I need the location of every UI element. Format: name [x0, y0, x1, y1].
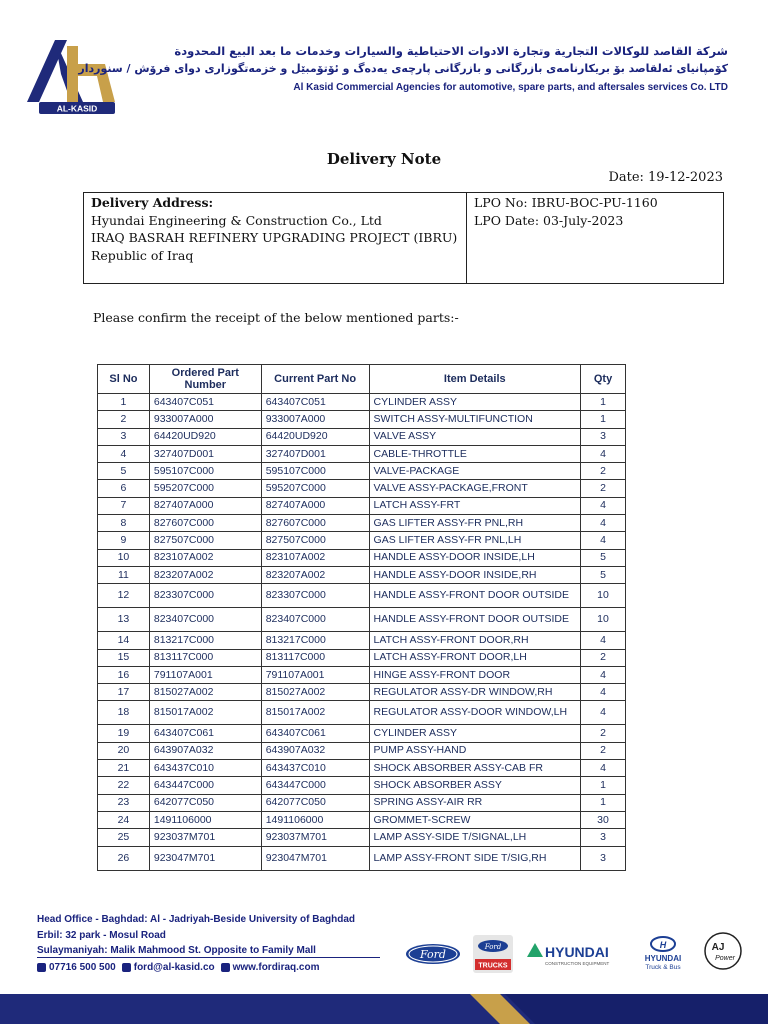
company-logo [25, 36, 123, 116]
globe-icon [221, 963, 230, 972]
cell-sl-no: 14 [98, 632, 150, 649]
cell-sl-no: 12 [98, 584, 150, 608]
cell-current-part-no: 595207C000 [261, 480, 369, 497]
cell-sl-no: 3 [98, 428, 150, 445]
cell-ordered-part-number: 823307C000 [149, 584, 261, 608]
cell-sl-no: 13 [98, 608, 150, 632]
cell-sl-no: 19 [98, 725, 150, 742]
company-name-arabic: شركة القاصد للوكالات التجارية وتجارة الادوات الاحتياطية والسيارات وخدمات ما بعد البيع المحدودة [174, 44, 728, 58]
cell-sl-no: 10 [98, 549, 150, 566]
cell-qty: 1 [581, 411, 626, 428]
lpo-details [467, 193, 723, 230]
table-row [98, 649, 626, 666]
cell-current-part-no: 823107A002 [261, 549, 369, 566]
cell-ordered-part-number: 823407C000 [149, 608, 261, 632]
cell-item-details: REGULATOR ASSY-DR WINDOW,RH [369, 684, 581, 701]
cell-current-part-no: 643447C000 [261, 777, 369, 794]
table-row [98, 725, 626, 742]
svg-text:H: H [659, 940, 667, 950]
cell-ordered-part-number: 815017A002 [149, 701, 261, 725]
footer-head-office: Head Office - Baghdad: Al - Jadriyah-Beside University of Baghdad [37, 914, 356, 925]
cell-item-details: VALVE ASSY-PACKAGE,FRONT [369, 480, 581, 497]
cell-current-part-no: 813217C000 [261, 632, 369, 649]
cell-sl-no: 20 [98, 742, 150, 759]
cell-item-details: SHOCK ABSORBER ASSY [369, 777, 581, 794]
cell-item-details: LAMP ASSY-FRONT SIDE T/SIG,RH [369, 846, 581, 870]
table-row [98, 760, 626, 777]
cell-ordered-part-number: 791107A001 [149, 666, 261, 683]
table-row [98, 515, 626, 532]
cell-sl-no: 16 [98, 666, 150, 683]
table-row [98, 394, 626, 411]
cell-item-details: HANDLE ASSY-DOOR INSIDE,RH [369, 566, 581, 583]
hyundai-truck-bus-logo [645, 937, 682, 971]
cell-qty: 2 [581, 480, 626, 497]
address-line-company: Hyundai Engineering & Construction Co., Ltd [91, 212, 382, 228]
footer-website-text: www.fordiraq.com [232, 962, 320, 973]
table-row [98, 777, 626, 794]
cell-current-part-no: 327407D001 [261, 445, 369, 462]
parts-table [97, 364, 626, 871]
cell-sl-no: 23 [98, 794, 150, 811]
cell-qty: 4 [581, 701, 626, 725]
cell-current-part-no: 823407C000 [261, 608, 369, 632]
cell-sl-no: 25 [98, 829, 150, 846]
svg-text:Ford: Ford [484, 943, 502, 951]
cell-qty: 4 [581, 532, 626, 549]
cell-current-part-no: 923047M701 [261, 846, 369, 870]
table-row [98, 480, 626, 497]
company-name-kurdish: كۆمپانیای ئەلقاصد بۆ بریکارنامەی بازرگانی و بازرگانی پارچەی یەدەگ و ئۆتۆمبێل و خزمەتگوزاری دوای فرۆش / سنوردار [78, 62, 728, 75]
svg-text:Ford: Ford [420, 948, 446, 961]
cell-item-details: SHOCK ABSORBER ASSY-CAB FR [369, 760, 581, 777]
table-row [98, 701, 626, 725]
cell-sl-no: 9 [98, 532, 150, 549]
cell-ordered-part-number: 643407C051 [149, 394, 261, 411]
logo-text: AL-KASID [56, 103, 98, 114]
table-row [98, 497, 626, 514]
cell-sl-no: 17 [98, 684, 150, 701]
header-sl-no: Sl No [98, 365, 150, 394]
cell-ordered-part-number: 642077C050 [149, 794, 261, 811]
header-qty: Qty [581, 365, 626, 394]
cell-item-details: PUMP ASSY-HAND [369, 742, 581, 759]
cell-item-details: HANDLE ASSY-FRONT DOOR OUTSIDE [369, 584, 581, 608]
cell-current-part-no: 64420UD920 [261, 428, 369, 445]
cell-current-part-no: 933007A000 [261, 411, 369, 428]
cell-current-part-no: 642077C050 [261, 794, 369, 811]
table-header-row [98, 365, 626, 394]
cell-qty: 2 [581, 463, 626, 480]
cell-ordered-part-number: 923047M701 [149, 846, 261, 870]
cell-ordered-part-number: 827607C000 [149, 515, 261, 532]
hyundai-ce-logo [527, 943, 610, 966]
cell-sl-no: 6 [98, 480, 150, 497]
cell-ordered-part-number: 827507C000 [149, 532, 261, 549]
svg-text:TRUCKS: TRUCKS [478, 962, 508, 970]
svg-text:CONSTRUCTION EQUIPMENT: CONSTRUCTION EQUIPMENT [545, 961, 610, 966]
company-name-english: Al Kasid Commercial Agencies for automotive, spare parts, and aftersales services Co. LTD [293, 82, 728, 93]
cell-current-part-no: 827607C000 [261, 515, 369, 532]
cell-sl-no: 5 [98, 463, 150, 480]
cell-item-details: GAS LIFTER ASSY-FR PNL,RH [369, 515, 581, 532]
address-box [83, 192, 724, 284]
cell-item-details: VALVE ASSY [369, 428, 581, 445]
aj-power-logo [705, 933, 741, 969]
footer-sulaymaniyah: Sulaymaniyah: Malik Mahmood St. Opposite to Family Mall [37, 945, 316, 956]
cell-current-part-no: 813117C000 [261, 649, 369, 666]
cell-qty: 3 [581, 846, 626, 870]
cell-sl-no: 11 [98, 566, 150, 583]
table-row [98, 666, 626, 683]
footer-divider [37, 957, 380, 958]
svg-text:Truck & Bus: Truck & Bus [645, 964, 681, 971]
cell-current-part-no: 643407C051 [261, 394, 369, 411]
svg-text:HYUNDAI: HYUNDAI [644, 954, 682, 963]
table-row [98, 411, 626, 428]
cell-sl-no: 4 [98, 445, 150, 462]
table-row [98, 684, 626, 701]
cell-qty: 3 [581, 428, 626, 445]
cell-qty: 1 [581, 777, 626, 794]
footer-color-band [0, 994, 768, 1024]
cell-ordered-part-number: 823107A002 [149, 549, 261, 566]
cell-current-part-no: 815027A002 [261, 684, 369, 701]
svg-text:HYUNDAI: HYUNDAI [545, 944, 609, 960]
cell-item-details: HANDLE ASSY-FRONT DOOR OUTSIDE [369, 608, 581, 632]
cell-item-details: LATCH ASSY-FRONT DOOR,RH [369, 632, 581, 649]
svg-text:AJ: AJ [711, 942, 725, 953]
cell-qty: 5 [581, 549, 626, 566]
cell-sl-no: 18 [98, 701, 150, 725]
header-item-details: Item Details [369, 365, 581, 394]
cell-ordered-part-number: 643407C061 [149, 725, 261, 742]
cell-item-details: SWITCH ASSY-MULTIFUNCTION [369, 411, 581, 428]
cell-item-details: VALVE-PACKAGE [369, 463, 581, 480]
address-line-project: IRAQ BASRAH REFINERY UPGRADING PROJECT (IBRU) [91, 230, 458, 245]
table-row [98, 742, 626, 759]
cell-current-part-no: 643437C010 [261, 760, 369, 777]
confirm-text: Please confirm the receipt of the below mentioned parts:- [93, 310, 459, 325]
cell-sl-no: 8 [98, 515, 150, 532]
cell-current-part-no: 923037M701 [261, 829, 369, 846]
table-row [98, 811, 626, 828]
table-row [98, 584, 626, 608]
cell-item-details: HANDLE ASSY-DOOR INSIDE,LH [369, 549, 581, 566]
table-row [98, 445, 626, 462]
phone-icon [37, 963, 46, 972]
lpo-date: LPO Date: 03-July-2023 [474, 212, 624, 228]
cell-qty: 4 [581, 515, 626, 532]
cell-sl-no: 24 [98, 811, 150, 828]
cell-ordered-part-number: 643437C010 [149, 760, 261, 777]
cell-qty: 4 [581, 760, 626, 777]
cell-qty: 4 [581, 632, 626, 649]
cell-sl-no: 7 [98, 497, 150, 514]
cell-current-part-no: 827507C000 [261, 532, 369, 549]
table-row [98, 566, 626, 583]
cell-qty: 2 [581, 725, 626, 742]
cell-qty: 2 [581, 649, 626, 666]
table-row [98, 794, 626, 811]
footer-email[interactable] [122, 962, 215, 973]
footer-contacts [37, 962, 320, 973]
footer-erbil: Erbil: 32 park - Mosul Road [37, 929, 166, 941]
cell-ordered-part-number: 827407A000 [149, 497, 261, 514]
cell-ordered-part-number: 327407D001 [149, 445, 261, 462]
table-row [98, 846, 626, 870]
cell-item-details: CYLINDER ASSY [369, 725, 581, 742]
document-date: Date: 19-12-2023 [608, 170, 723, 185]
cell-qty: 4 [581, 445, 626, 462]
cell-item-details: CYLINDER ASSY [369, 394, 581, 411]
document-title: Delivery Note [326, 150, 442, 168]
cell-current-part-no: 823207A002 [261, 566, 369, 583]
cell-ordered-part-number: 923037M701 [149, 829, 261, 846]
footer-addresses [37, 912, 355, 959]
cell-item-details: SPRING ASSY-AIR RR [369, 794, 581, 811]
footer-phone [37, 962, 116, 973]
cell-qty: 2 [581, 742, 626, 759]
cell-sl-no: 15 [98, 649, 150, 666]
delivery-address [84, 193, 467, 283]
table-row [98, 428, 626, 445]
cell-current-part-no: 815017A002 [261, 701, 369, 725]
cell-qty: 4 [581, 497, 626, 514]
ford-logo [406, 944, 460, 964]
ford-trucks-logo [473, 935, 513, 973]
cell-current-part-no: 827407A000 [261, 497, 369, 514]
email-icon [122, 963, 131, 972]
cell-item-details: GROMMET-SCREW [369, 811, 581, 828]
lpo-number: LPO No: IBRU-BOC-PU-1160 [474, 195, 658, 210]
cell-ordered-part-number: 595107C000 [149, 463, 261, 480]
cell-ordered-part-number: 1491106000 [149, 811, 261, 828]
table-row [98, 608, 626, 632]
cell-current-part-no: 823307C000 [261, 584, 369, 608]
header-ordered-part-number: Ordered Part Number [149, 365, 261, 394]
cell-qty: 1 [581, 394, 626, 411]
cell-item-details: CABLE-THROTTLE [369, 445, 581, 462]
footer-email-text: ford@al-kasid.co [133, 962, 215, 973]
cell-qty: 5 [581, 566, 626, 583]
cell-sl-no: 1 [98, 394, 150, 411]
cell-item-details: LATCH ASSY-FRT [369, 497, 581, 514]
brand-logos [405, 930, 745, 980]
cell-ordered-part-number: 813117C000 [149, 649, 261, 666]
delivery-address-heading: Delivery Address: [91, 195, 214, 210]
cell-qty: 4 [581, 666, 626, 683]
svg-text:Power: Power [715, 955, 735, 962]
table-row [98, 632, 626, 649]
table-row [98, 532, 626, 549]
cell-item-details: HINGE ASSY-FRONT DOOR [369, 666, 581, 683]
table-row [98, 549, 626, 566]
header-current-part-no: Current Part No [261, 365, 369, 394]
cell-ordered-part-number: 933007A000 [149, 411, 261, 428]
cell-item-details: GAS LIFTER ASSY-FR PNL,LH [369, 532, 581, 549]
cell-current-part-no: 791107A001 [261, 666, 369, 683]
table-row [98, 463, 626, 480]
cell-ordered-part-number: 813217C000 [149, 632, 261, 649]
cell-ordered-part-number: 815027A002 [149, 684, 261, 701]
cell-item-details: LAMP ASSY-SIDE T/SIGNAL,LH [369, 829, 581, 846]
cell-sl-no: 26 [98, 846, 150, 870]
table-row [98, 829, 626, 846]
cell-current-part-no: 643407C061 [261, 725, 369, 742]
cell-sl-no: 22 [98, 777, 150, 794]
cell-qty: 4 [581, 684, 626, 701]
cell-qty: 3 [581, 829, 626, 846]
cell-sl-no: 2 [98, 411, 150, 428]
footer-website[interactable] [221, 962, 320, 973]
cell-ordered-part-number: 823207A002 [149, 566, 261, 583]
cell-qty: 10 [581, 608, 626, 632]
cell-qty: 30 [581, 811, 626, 828]
cell-current-part-no: 595107C000 [261, 463, 369, 480]
cell-current-part-no: 643907A032 [261, 742, 369, 759]
cell-qty: 10 [581, 584, 626, 608]
cell-ordered-part-number: 64420UD920 [149, 428, 261, 445]
cell-item-details: REGULATOR ASSY-DOOR WINDOW,LH [369, 701, 581, 725]
cell-current-part-no: 1491106000 [261, 811, 369, 828]
cell-item-details: LATCH ASSY-FRONT DOOR,LH [369, 649, 581, 666]
address-line-country: Republic of Iraq [91, 247, 194, 263]
cell-ordered-part-number: 643907A032 [149, 742, 261, 759]
cell-sl-no: 21 [98, 760, 150, 777]
cell-ordered-part-number: 595207C000 [149, 480, 261, 497]
cell-qty: 1 [581, 794, 626, 811]
footer-phone-text: 07716 500 500 [49, 962, 116, 973]
cell-ordered-part-number: 643447C000 [149, 777, 261, 794]
